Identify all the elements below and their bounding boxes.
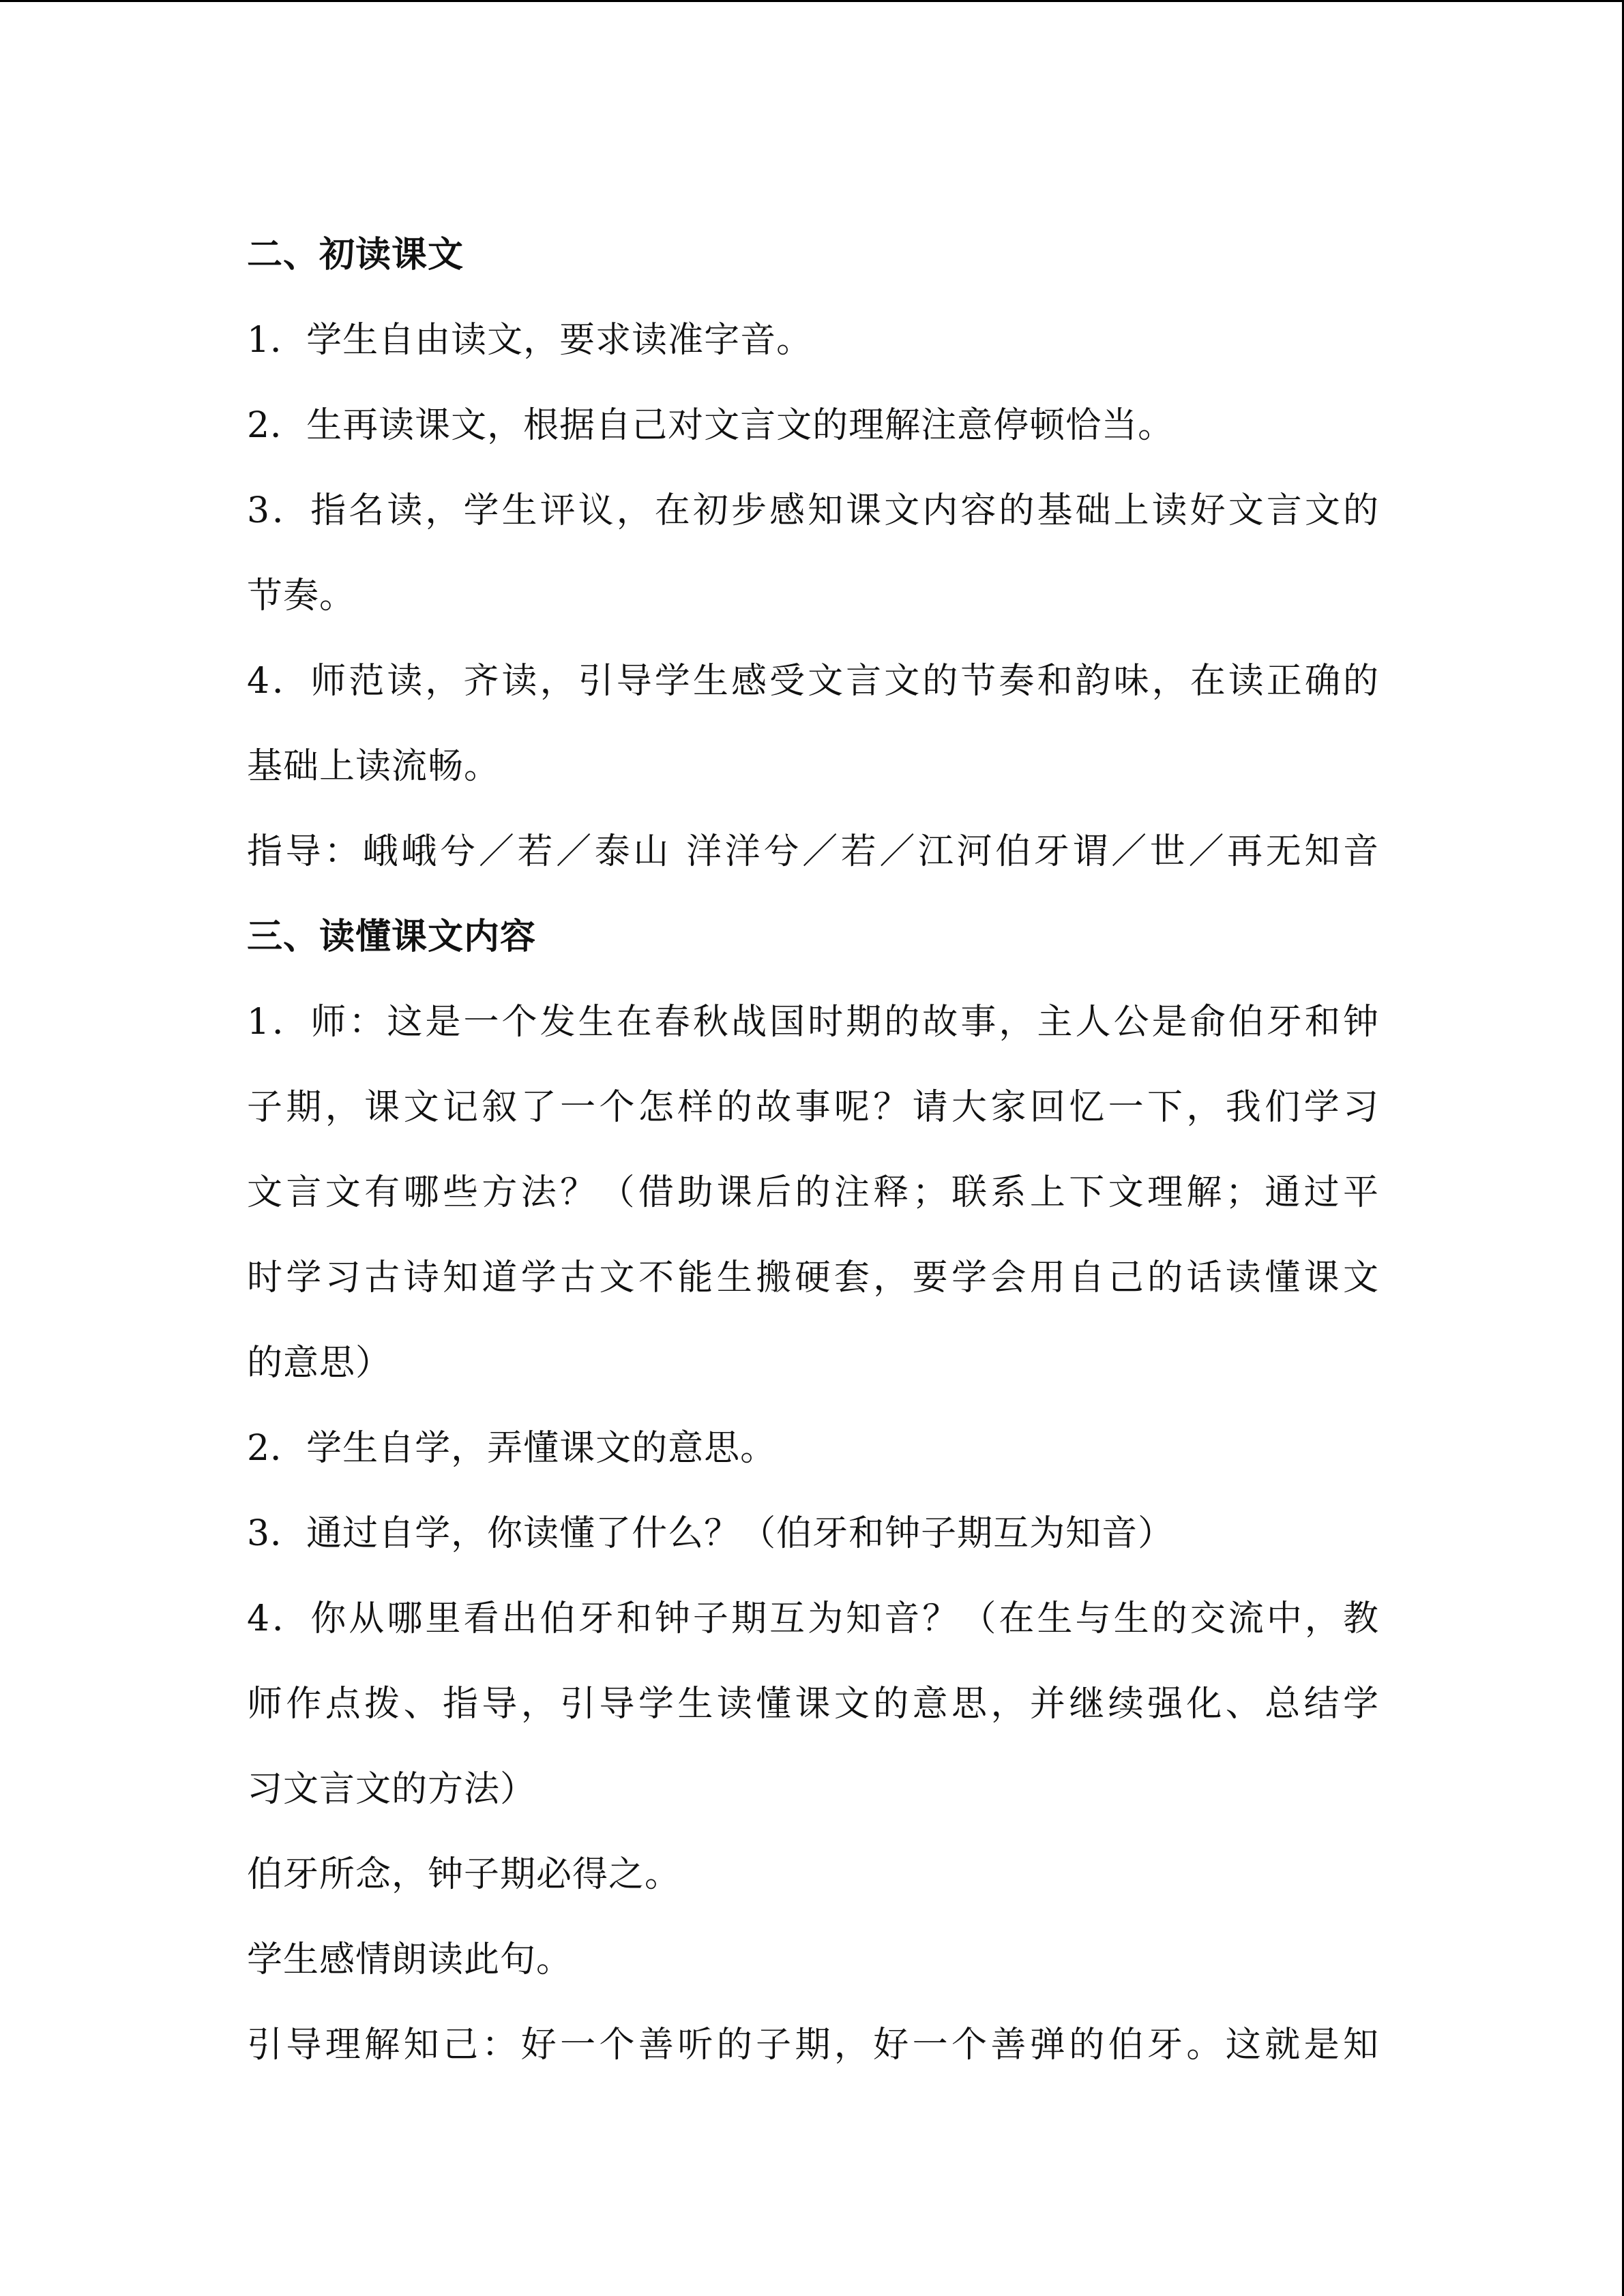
paragraph-line: 习文言文的方法） (247, 1769, 537, 1810)
paragraph-line: 4．你从哪里看出伯牙和钟子期互为知音？（在生与生的交流中，教 (247, 1598, 1379, 1639)
page-border-top (0, 0, 1624, 2)
paragraph-line: 指导：峨峨兮／若／泰山 洋洋兮／若／江河伯牙谓／世／再无知音 (247, 831, 1379, 872)
paragraph-line: 学生感情朗读此句。 (247, 1939, 573, 1980)
paragraph-line: 3．通过自学，你读懂了什么？（伯牙和钟子期互为知音） (247, 1513, 1175, 1554)
paragraph-line: 节奏。 (247, 576, 356, 616)
paragraph-line: 子期，课文记叙了一个怎样的故事呢？请大家回忆一下，我们学习 (247, 1087, 1379, 1128)
paragraph-line: 1．学生自由读文，要求读准字音。 (247, 320, 813, 361)
section-heading-understanding: 三、读懂课文内容 (247, 916, 537, 957)
paragraph-line: 基础上读流畅。 (247, 746, 501, 787)
paragraph-line: 伯牙所念，钟子期必得之。 (247, 1854, 681, 1895)
paragraph-line: 引导理解知己：好一个善听的子期，好一个善弹的伯牙。这就是知 (247, 2025, 1379, 2066)
paragraph-line: 2．生再读课文，根据自己对文言文的理解注意停顿恰当。 (247, 405, 1175, 446)
paragraph-line: 文言文有哪些方法？（借助课后的注释；联系上下文理解；通过平 (247, 1172, 1379, 1213)
paragraph-line: 师作点拨、指导，引导学生读懂课文的意思，并继续强化、总结学 (247, 1684, 1379, 1725)
section-heading-first-reading: 二、初读课文 (247, 235, 464, 275)
paragraph-line: 时学习古诗知道学古文不能生搬硬套，要学会用自己的话读懂课文 (247, 1257, 1379, 1298)
document-body (247, 213, 1379, 2088)
paragraph-line: 4．师范读，齐读，引导学生感受文言文的节奏和韵味，在读正确的 (247, 661, 1379, 702)
paragraph-line: 的意思） (247, 1343, 392, 1384)
paragraph-line: 1．师：这是一个发生在春秋战国时期的故事，主人公是俞伯牙和钟 (247, 1002, 1379, 1043)
paragraph-line: 2．学生自学，弄懂课文的意思。 (247, 1428, 777, 1469)
paragraph-line: 3．指名读，学生评议，在初步感知课文内容的基础上读好文言文的 (247, 490, 1379, 531)
